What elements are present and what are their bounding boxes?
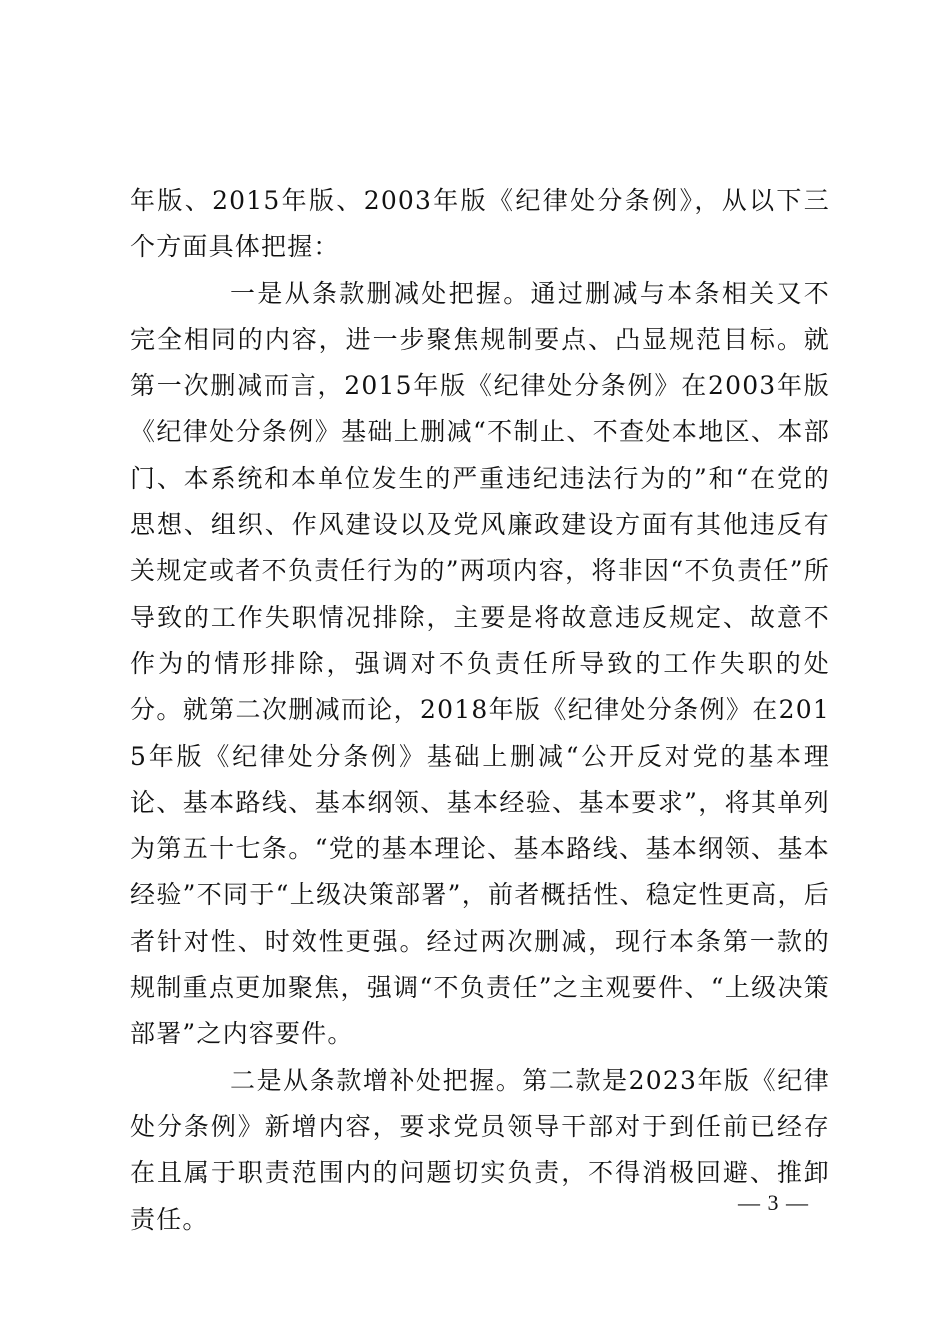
paragraph-continuation: 年版、2015年版、2003年版《纪律处分条例》，从以下三个方面具体把握：	[130, 186, 830, 262]
paragraph-addition-analysis: 二是从条款增补处把握。第二款是2023年版《纪律处分条例》新增内容，要求党员领导干部对于到任前已经存在且属于职责范围内的问题切实负责，不得消极回避、推卸责任。	[130, 1065, 830, 1234]
body-text	[130, 178, 830, 1243]
paragraph-deletion-analysis: 一是从条款删减处把握。通过删减与本条相关又不完全相同的内容，进一步聚焦规制要点、凸显规范目标。就第一次删减而言，2015年版《纪律处分条例》在2003年版《纪律处分条例》基础上删减“不制止、不查处本地区、本部门、本系统和本单位发生的严重违纪违法行为的”和“在党的思想、组织、作风建设以及党风廉政建设方面有其他违反有关规定或者不负责任行为的”两项内容，将非因“不负责任”所导致的工作失职情况排除，主要是将故意违反规定、故意不作为的情形排除，强调对不负责任所导致的工作失职的处分。就第二次删减而论，2018年版《纪律处分条例》在2015年版《纪律处分条例》基础上删减“公开反对党的基本理论、基本路线、基本纲领、基本经验、基本要求”，将其单列为第五十七条。“党的基本理论、基本路线、基本纲领、基本经验”不同于“上级决策部署”，前者概括性、稳定性更高，后者针对性、时效性更强。经过两次删减，现行本条第一款的规制重点更加聚焦，强调“不负责任”之主观要件、“上级决策部署”之内容要件。	[130, 278, 830, 1049]
page-number: — 3 —	[738, 1190, 809, 1215]
